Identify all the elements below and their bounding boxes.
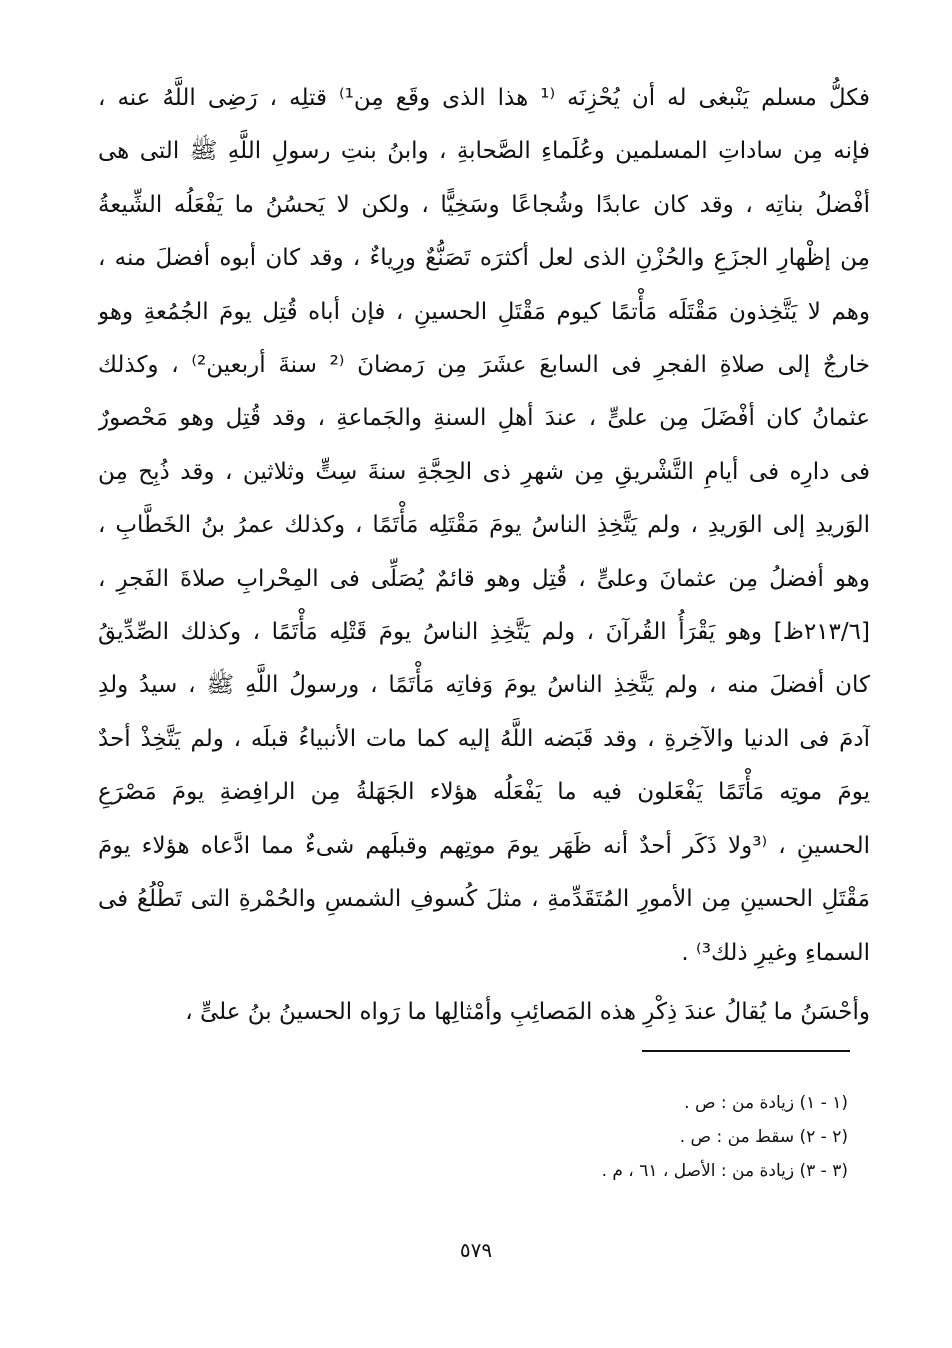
footnotes bbox=[400, 1086, 848, 1188]
text-line: عثمانُ كان أفْضَلَ مِن علىٍّ ، عندَ أهلِ السنةِ والجَماعةِ ، وقد قُتِل وهو مَحْصورٌ bbox=[98, 405, 870, 432]
text-line: مِن إظْهارِ الجزَعِ والحُزْنِ الذى لعل أكثرَه تَصَنُّعٌ ورِياءٌ ، وقد كان أبوه أفضلَ منه ، bbox=[98, 245, 870, 272]
text-line: أفْضلُ بناتِه ، وقد كان عابدًا وشُجاعًا وسَخِيًّا ، ولكن لا يَحسُنُ ما يَفْعَلُه الشِّيعةُ bbox=[98, 191, 870, 218]
footnote: (٢ - ٢) سقط من : ص . bbox=[679, 1127, 848, 1147]
text-line: الحسينِ ، ⁽³ولا ذَكَر أحدٌ أنه ظَهَر يومَ موتِهم وقبلَهم شىءٌ مما ادَّعاه هؤلاء يومَ bbox=[98, 832, 870, 859]
footnote: (١ - ١) زيادة من : ص . bbox=[684, 1093, 848, 1113]
text-line: وهو أفضلُ مِن عثمانَ وعلىٍّ ، قُتِل وهو قائمٌ يُصَلِّى فى المِحْرابِ صلاةَ الفَجرِ ، bbox=[98, 565, 870, 592]
text-line: خارجٌ إلى صلاةِ الفجرِ فى السابعَ عشَرَ مِن رَمضانَ ⁽² سنةَ أربعين²⁾ ، وكذلك bbox=[98, 352, 870, 379]
text-line: فى دارِه فى أيامِ التَّشْريقِ مِن شهرِ ذى الحِجَّةِ سنةَ سِتٍّ وثلاثين ، وقد ذُبِح مِن bbox=[98, 458, 870, 485]
text-line: آدمَ فى الدنيا والآخِرةِ ، وقد قَبَضه اللَّهُ إليه كما مات الأنبياءُ قبلَه ، ولم يَتَّخِذْ أحدٌ bbox=[98, 725, 870, 752]
page-number: ٥٧٩ bbox=[459, 1238, 493, 1262]
text-line: فكلُّ مسلم يَنْبغى له أن يُحْزِنَه ⁽¹ هذا الذى وقَع مِن¹⁾ قتلِه ، رَضِى اللَّهُ عنه ، bbox=[98, 85, 870, 111]
text-line: يومَ موتِه مَأْتَمًا يَفْعَلون فيه ما يَفْعَلُه هؤلاء الجَهَلةُ مِن الرافِضةِ يومَ مَصْرَعِ bbox=[98, 779, 870, 806]
paragraph-2 bbox=[98, 986, 870, 1039]
footnote: (٣ - ٣) زيادة من : الأصل ، ٦١ ، م . bbox=[601, 1161, 848, 1181]
text-line: مَقْتَلِ الحسينِ مِن الأمورِ المُتَقَدِّمةِ ، مثلَ كُسوفِ الشمسِ والحُمْرةِ التى تَطْلُعُ فى bbox=[98, 886, 870, 913]
paragraph-1 bbox=[98, 72, 870, 980]
text-line: فإنه مِن ساداتِ المسلمين وعُلَماءِ الصَّحابةِ ، وابنُ بنتِ رسولِ اللَّهِ ﷺ التى هى bbox=[98, 138, 870, 165]
footnote-divider bbox=[642, 1050, 850, 1052]
text-line: الوَريدِ إلى الوَريدِ ، ولم يَتَّخِذِ الناسُ يومَ مَقْتَلِه مَأْتَمًا ، وكذلك عمرُ بنُ الخَطَّابِ ، bbox=[98, 512, 870, 539]
text-line: وأحْسَنُ ما يُقالُ عندَ ذِكْرِ هذه المَصائِبِ وأمْثالِها ما رَواه الحسينُ بنُ علىٍّ ، bbox=[185, 998, 870, 1025]
text-line: [٢١٣/٦ظ] وهو يَقْرَأُ القُرآنَ ، ولم يَتَّخِذِ الناسُ يومَ قَتْلِه مَأْتَمًا ، وكذلك الصِّدِّيقُ bbox=[98, 619, 870, 646]
text-line: كان أفضلَ منه ، ولم يَتَّخِذِ الناسُ يومَ وَفاتِه مَأْتَمًا ، ورسولُ اللَّهِ ﷺ ، سيدُ ولدِ bbox=[98, 672, 870, 699]
text-line: السماءِ وغيرِ ذلك³⁾ . bbox=[681, 939, 870, 966]
main-text bbox=[98, 72, 870, 1039]
text-line: وهم لا يَتَّخِذون مَقْتَلَه مَأْتمًا كيوم مَقْتَلِ الحسينِ ، فإن أباه قُتِل يومَ الجُمُعةِ وهو bbox=[98, 298, 870, 325]
